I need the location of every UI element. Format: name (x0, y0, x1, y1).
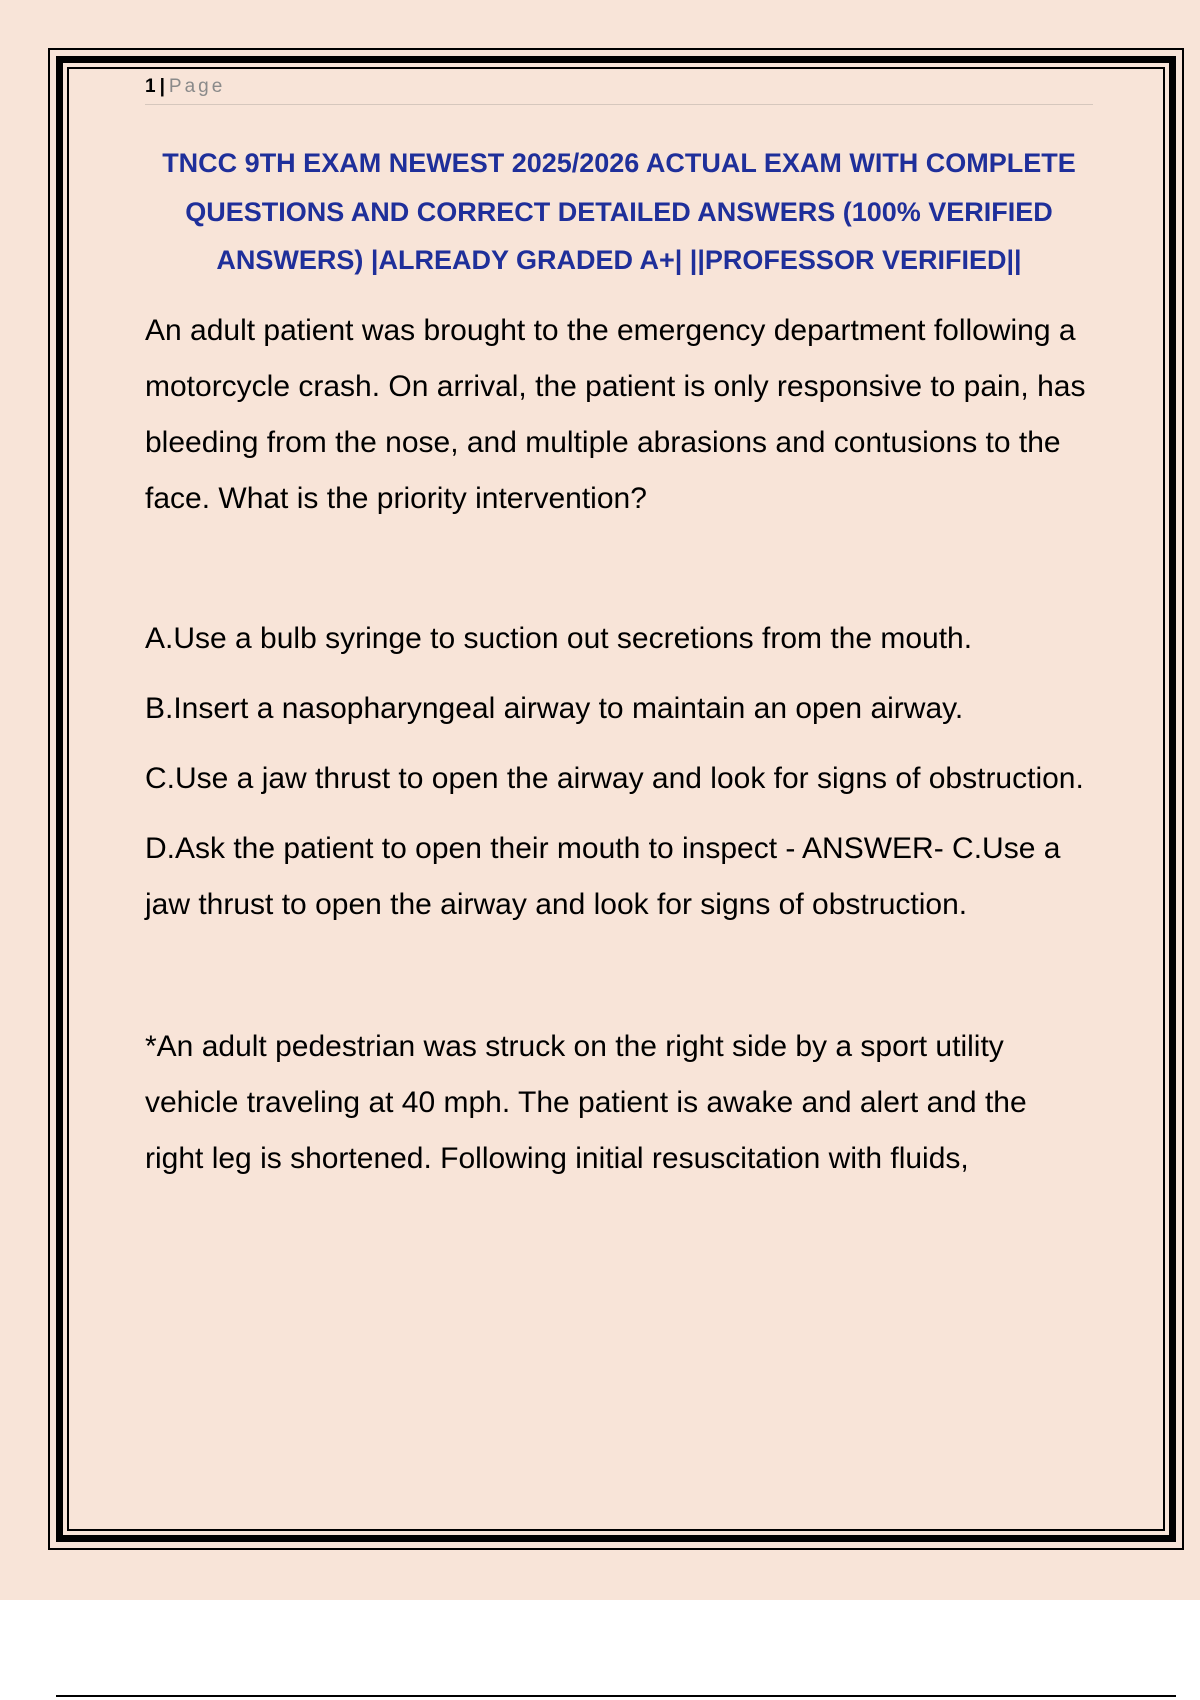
question-1-options (145, 611, 1093, 933)
page-header (145, 70, 1093, 105)
page-number: 1 (145, 76, 156, 97)
document-title: TNCC 9TH EXAM NEWEST 2025/2026 ACTUAL EXAM WITH COMPLETE QUESTIONS AND CORRECT DETAILED ANSWERS (100% VERIFIED ANSWERS) |ALREADY GRADED A+| ||PROFESSOR VERIFIED|| (162, 148, 1076, 275)
option-a: A.Use a bulb syringe to suction out secretions from the mouth. (145, 621, 973, 655)
option-c: C.Use a jaw thrust to open the airway and look for signs of obstruction. (145, 761, 1084, 795)
option-d-with-answer: D.Ask the patient to open their mouth to inspect - ANSWER- C.Use a jaw thrust to open the airway and look for signs of obstruction. (145, 831, 1061, 921)
page-content (145, 70, 1093, 1187)
question-1-text: An adult patient was brought to the emergency department following a motorcycle crash. On arrival, the patient is only responsive to pain, has bleeding from the nose, and multiple abrasions and contusions to the face. What is the priority intervention? (145, 313, 1086, 515)
page-label: Page (168, 76, 226, 97)
next-page-rule (56, 1695, 1176, 1697)
page-header-separator: | (159, 76, 165, 97)
question-2-text: *An adult pedestrian was struck on the right side by a sport utility vehicle traveling at 40 mph. The patient is awake and alert and the right leg is shortened. Following initial resuscitation with fluids, (145, 1029, 1027, 1175)
option-b: B.Insert a nasopharyngeal airway to maintain an open airway. (145, 691, 964, 725)
